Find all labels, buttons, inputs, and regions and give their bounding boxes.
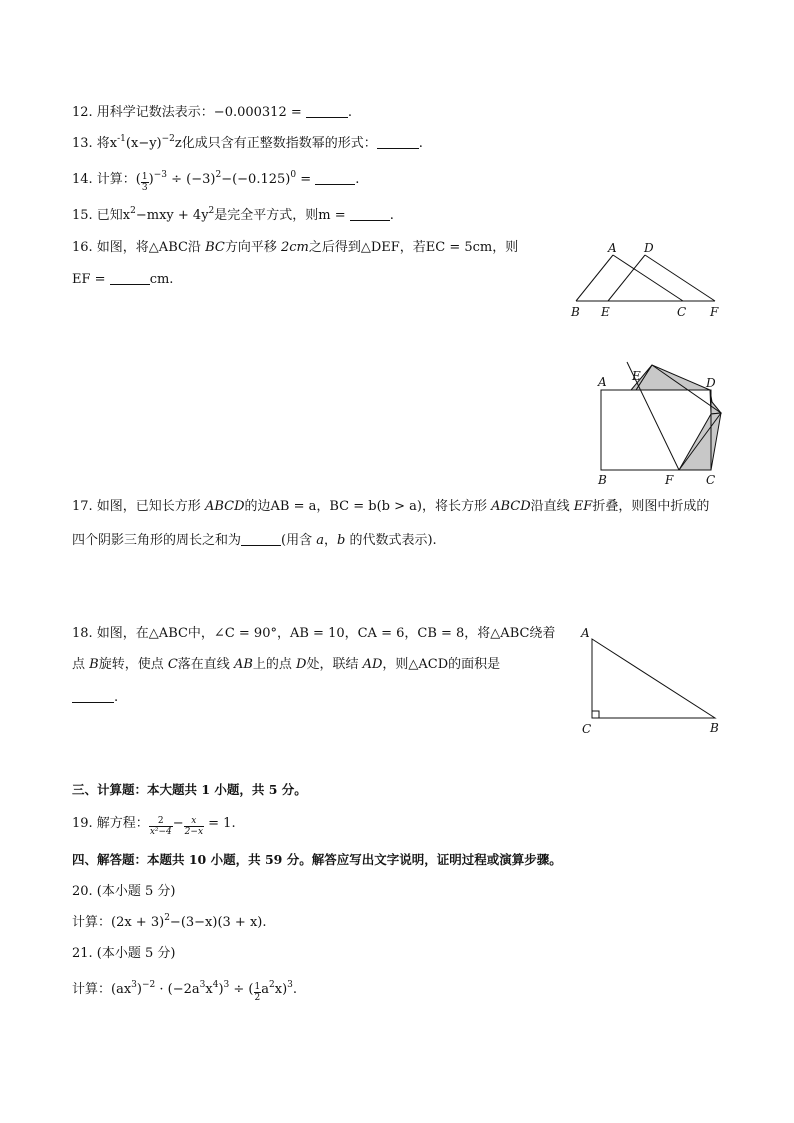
q17-text-c: 沿直线 bbox=[530, 499, 574, 514]
q18-text-b: 旋转，使点 bbox=[98, 657, 168, 672]
label-a: A bbox=[608, 241, 617, 255]
q18-b: B bbox=[89, 657, 99, 672]
shade-triangle-right bbox=[710, 390, 721, 414]
q19-f2-den: 2−x bbox=[184, 827, 204, 837]
q17-var-b: b bbox=[337, 533, 346, 548]
q16-line2 bbox=[72, 270, 173, 290]
q13-prefix: 13. 将x bbox=[72, 136, 118, 151]
label-c: C bbox=[677, 305, 687, 319]
q16-bc: BC bbox=[205, 240, 225, 255]
q18-line2 bbox=[72, 655, 500, 675]
segment-df bbox=[645, 255, 715, 301]
q16-unit: cm. bbox=[149, 272, 174, 287]
label-b: B bbox=[710, 721, 719, 735]
q16-distance: 2cm bbox=[280, 240, 309, 255]
q14-blank[interactable] bbox=[315, 170, 355, 185]
q14-exp1: −3 bbox=[153, 170, 167, 180]
q17-text-a: 17. 如图，已知长方形 bbox=[72, 499, 205, 514]
label-e: E bbox=[601, 305, 610, 319]
q17-line1 bbox=[72, 497, 709, 517]
figure-16-translation bbox=[560, 238, 730, 328]
q18-text-f: ，则△ACD的面积是 bbox=[382, 657, 501, 672]
q19-fraction-1 bbox=[149, 816, 173, 837]
label-d: D bbox=[644, 241, 654, 255]
q17-text-b: 的边AB = a，BC = b(b > a)，将长方形 bbox=[244, 499, 492, 514]
segment-ac bbox=[613, 255, 683, 301]
q18-ad: AD bbox=[362, 657, 383, 672]
q21-p1: 计算：(ax bbox=[72, 982, 132, 997]
q17-var-a: a bbox=[316, 533, 324, 548]
q21-e7: 3 bbox=[287, 980, 293, 990]
q21-e4: 4 bbox=[212, 980, 219, 990]
q21-p8: x) bbox=[274, 982, 288, 997]
q13-mid: (x−y) bbox=[125, 136, 162, 151]
q21-e6: 2 bbox=[269, 980, 275, 990]
right-angle-mark bbox=[592, 711, 599, 718]
q20-prefix: 计算：(2x + 3) bbox=[72, 915, 165, 930]
q18-d: D bbox=[296, 657, 307, 672]
q17-line2 bbox=[72, 531, 437, 551]
q19-f2-num: x bbox=[184, 816, 204, 827]
q21-p2: ) bbox=[136, 982, 142, 997]
q14-exp3: 0 bbox=[290, 170, 297, 180]
q13 bbox=[72, 134, 423, 154]
q15 bbox=[72, 206, 394, 226]
q19-fraction-2 bbox=[184, 816, 204, 837]
q18-text-c: 落在直线 bbox=[177, 657, 234, 672]
q21-p5: ) bbox=[218, 982, 224, 997]
q12-blank[interactable] bbox=[306, 103, 348, 118]
q17-abcd-2: ABCD bbox=[491, 499, 531, 514]
q17-text-d: 折叠，则图中折成的 bbox=[592, 499, 710, 514]
q21-den: 2 bbox=[254, 993, 261, 1003]
q16-text-c: 之后得到△DEF，若EC = 5cm，则 bbox=[308, 240, 519, 255]
q17-text-f: (用含 bbox=[281, 533, 317, 548]
q21-p6: ÷ ( bbox=[229, 982, 254, 997]
label-e: E bbox=[632, 369, 641, 383]
q12-suffix: . bbox=[347, 105, 353, 120]
q17-comma: ， bbox=[324, 533, 338, 548]
label-a: A bbox=[581, 626, 590, 640]
q15-prefix: 15. 已知x bbox=[72, 208, 131, 223]
q14-suffix: . bbox=[355, 172, 360, 187]
q12 bbox=[72, 103, 352, 123]
q17-blank[interactable] bbox=[241, 531, 281, 546]
q19 bbox=[72, 814, 236, 837]
q21-e5: 3 bbox=[223, 980, 230, 990]
label-f: F bbox=[665, 473, 674, 487]
q13-blank[interactable] bbox=[377, 134, 419, 149]
q14-exp2: 2 bbox=[215, 170, 222, 180]
q20-exp: 2 bbox=[164, 913, 170, 923]
q18-line3 bbox=[72, 688, 118, 708]
q19-minus: − bbox=[172, 816, 184, 831]
q12-text: 12. 用科学记数法表示：−0.000312 = bbox=[72, 105, 302, 120]
q13-exp1: -1 bbox=[117, 134, 126, 144]
q13-exp2: −2 bbox=[161, 134, 175, 144]
q14-num: 1 bbox=[141, 172, 148, 182]
q13-rest: z化成只含有正整数指数幂的形式： bbox=[174, 136, 377, 151]
label-c: C bbox=[706, 473, 716, 487]
q16-blank[interactable] bbox=[110, 270, 150, 285]
q18-line1 bbox=[72, 624, 555, 644]
q21-p4: x bbox=[205, 982, 213, 997]
triangle-abc bbox=[592, 639, 715, 718]
q16-ef: EF = bbox=[72, 272, 106, 287]
figure-18-right-triangle bbox=[575, 625, 735, 740]
figure-17-folded-rectangle bbox=[590, 360, 730, 490]
q13-suffix: . bbox=[418, 136, 423, 151]
q19-prefix: 19. 解方程： bbox=[72, 816, 149, 831]
q21-e3: 3 bbox=[199, 980, 206, 990]
q18-text-1: 18. 如图，在△ABC中，∠C = 90°，AB = 10，CA = 6，CB = 8，将△ABC绕着 bbox=[72, 626, 556, 641]
q14-den: 3 bbox=[141, 183, 148, 193]
q18-text-a: 点 bbox=[72, 657, 90, 672]
q21-head: 21. (本小题 5 分) bbox=[72, 946, 176, 961]
q16-line1 bbox=[72, 238, 518, 258]
q15-exp2: 2 bbox=[208, 206, 215, 216]
q21-num: 1 bbox=[254, 982, 261, 992]
q19-f1-den: x²−4 bbox=[149, 827, 172, 837]
q18-text-d: 上的点 bbox=[252, 657, 297, 672]
q15-mid: −mxy + 4y bbox=[135, 208, 209, 223]
q14-eq: = bbox=[296, 172, 312, 187]
q20-head: 20. (本小题 5 分) bbox=[72, 884, 176, 899]
label-a: A bbox=[598, 375, 607, 389]
label-d: D bbox=[706, 376, 716, 390]
q20-rest: −(3−x)(3 + x). bbox=[169, 915, 267, 930]
q21 bbox=[72, 980, 297, 1003]
q18-text-e: 处，联结 bbox=[306, 657, 363, 672]
q18-ab: AB bbox=[233, 657, 253, 672]
q14: 14. 计算：( $\frac{1}{3}$ )$^{-3} \div (-3)^2-(-0.125)^0$ = . bbox=[72, 170, 360, 193]
segment-ba bbox=[576, 255, 613, 301]
q21-p7: a bbox=[261, 982, 269, 997]
q17-text-e: 四个阴影三角形的周长之和为 bbox=[72, 533, 242, 548]
section-4-heading: 四、解答题：本题共 10 小题，共 59 分。解答应写出文字说明，证明过程或演算步骤。 bbox=[72, 852, 562, 867]
q15-rest: 是完全平方式，则m = bbox=[214, 208, 346, 223]
q21-suffix: . bbox=[292, 982, 298, 997]
label-c: C bbox=[582, 722, 592, 736]
label-f: F bbox=[710, 305, 719, 319]
q14-prefix: 14. 计算：( bbox=[72, 172, 141, 187]
q18-c: C bbox=[167, 657, 178, 672]
shade-triangle-top bbox=[636, 365, 710, 390]
q15-suffix: . bbox=[389, 208, 394, 223]
label-b: B bbox=[598, 473, 607, 487]
q15-blank[interactable] bbox=[350, 206, 390, 221]
q17-abcd: ABCD bbox=[204, 499, 245, 514]
q14-mid: ÷ (−3) bbox=[166, 172, 216, 187]
section-3-heading: 三、计算题：本大题共 1 小题，共 5 分。 bbox=[72, 782, 307, 797]
label-b: B bbox=[571, 305, 580, 319]
q17-ef: EF bbox=[573, 499, 593, 514]
q19-f1-num: 2 bbox=[149, 816, 173, 827]
q21-p3: · (−2a bbox=[155, 982, 200, 997]
q19-suffix: = 1. bbox=[204, 816, 236, 831]
q16-text-a: 16. 如图，将△ABC沿 bbox=[72, 240, 206, 255]
q14-fraction bbox=[141, 172, 149, 193]
q18-blank[interactable] bbox=[72, 688, 114, 703]
segment-ed bbox=[608, 255, 645, 301]
q14-mid2: −(−0.125) bbox=[221, 172, 291, 187]
q18-suffix: . bbox=[114, 690, 119, 705]
q15-exp1: 2 bbox=[130, 206, 136, 216]
q20 bbox=[72, 913, 267, 933]
q17-text-g: 的代数式表示). bbox=[345, 533, 437, 548]
q21-e1: 3 bbox=[131, 980, 137, 990]
q21-e2: −2 bbox=[141, 980, 156, 990]
q16-text-b: 方向平移 bbox=[224, 240, 281, 255]
